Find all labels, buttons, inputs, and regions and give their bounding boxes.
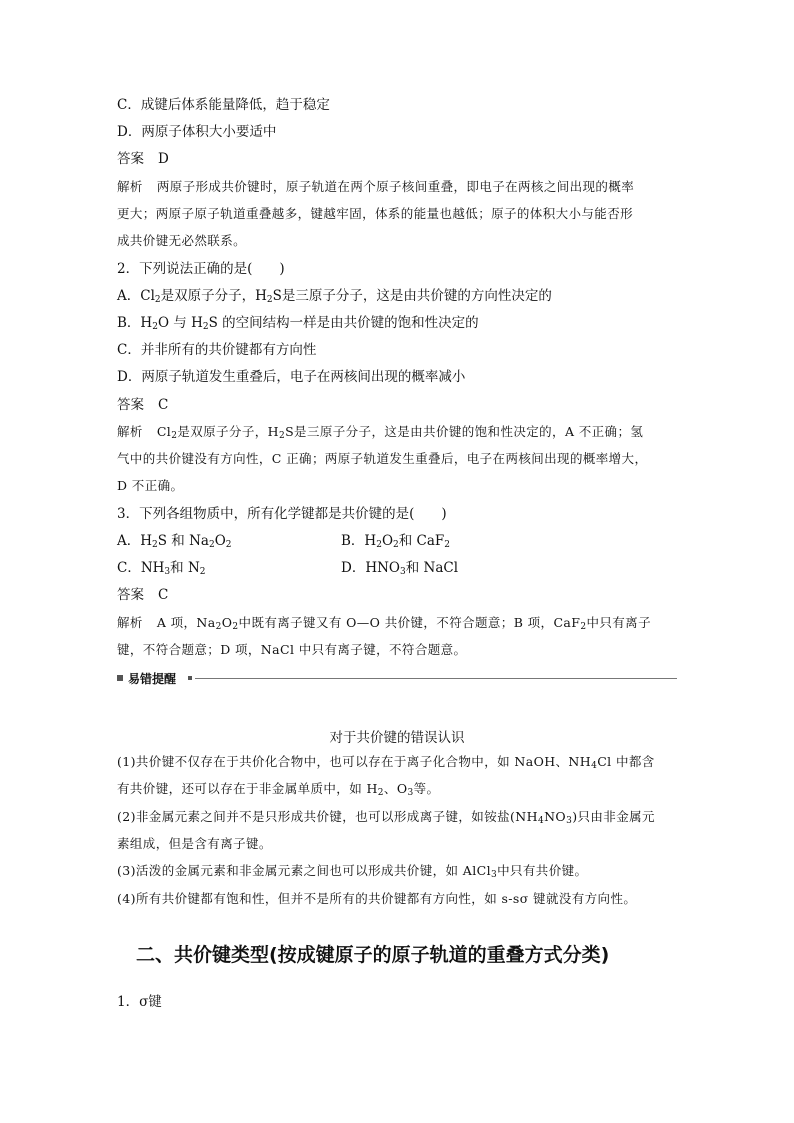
q1-option-c: C．成键后体系能量降低，趋于稳定 (117, 97, 330, 113)
q3-option-a: A．$H_2S$ 和 $Na_2O_2$ (117, 533, 232, 550)
q2-option-c: C．并非所有的共价键都有方向性 (117, 342, 317, 358)
q1-answer (117, 150, 169, 168)
answer-value: D (158, 151, 169, 167)
analysis-label: 解析 (117, 615, 143, 630)
q2-answer (117, 396, 168, 414)
tip-p4: (4)所有共价键都有饱和性，但并不是所有的共价键都有方向性，如 s-sσ 键就没有方向性。 (117, 891, 637, 906)
answer-label: 答案 (117, 151, 144, 167)
section-heading: 二、共价键类型(按成键原子的原子轨道的重叠方式分类) (136, 944, 610, 966)
q1-analysis-line-1 (117, 178, 634, 196)
q2-analysis-line-2: 气中的共价键没有方向性，C 正确；两原子轨道发生重叠后，电子在两核间出现的概率增大， (117, 451, 648, 466)
q2-option-a: A．$Cl_2$是双原子分子，$H_2S$是三原子分子，这是由共价键的方向性决定的 (117, 288, 552, 305)
analysis-text: 两原子形成共价键时，原子轨道在两个原子核间重叠，即电子在两核之间出现的概率 (156, 179, 635, 194)
divider (195, 678, 677, 679)
square-bullet-icon (117, 675, 123, 681)
tip-p2-line-2: 素组成，但是含有离子键。 (117, 836, 272, 851)
answer-label: 答案 (117, 587, 144, 603)
answer-value: C (158, 587, 169, 603)
section-item-1: 1．σ键 (117, 994, 162, 1010)
tip-p1-line-2: 有共价键，还可以存在于非金属单质中，如 $H_2$、$O_3$等。 (117, 781, 440, 798)
answer-label: 答案 (117, 397, 144, 413)
tip-banner (117, 670, 677, 688)
square-bullet-icon (188, 676, 192, 680)
q2-stem: 2．下列说法正确的是( ) (117, 261, 285, 277)
q3-analysis-line-2: 键，不符合题意；D 项，NaCl 中只有离子键，不符合题意。 (117, 642, 467, 657)
answer-value: C (158, 397, 169, 413)
q2-option-b: B．$H_2O$ 与 $H_2S$ 的空间结构一样是由共价键的饱和性决定的 (117, 315, 479, 332)
q1-option-d: D．两原子体积大小要适中 (117, 124, 277, 140)
q2-option-d: D．两原子轨道发生重叠后，电子在两核间出现的概率减小 (117, 369, 466, 385)
q2-analysis-line-1: 解析 $Cl_2$是双原子分子，$H_2S$是三原子分子，这是由共价键的饱和性决定的，A 不正确；氢 (117, 424, 644, 441)
q1-analysis-line-3: 成共价键无必然联系。 (117, 233, 247, 248)
tip-p1-line-1: (1)共价键不仅存在于共价化合物中，也可以存在于离子化合物中，如 NaOH、$NH_4Cl$ 中都含 (117, 754, 655, 771)
tip-banner-label: 易错提醒 (128, 672, 177, 686)
q2-analysis-line-3: D 不正确。 (117, 478, 184, 493)
q3-option-d: D．$HNO_3$和 NaCl (341, 560, 459, 577)
tip-p3: (3)活泼的金属元素和非金属元素之间也可以形成共价键，如 AlCl$_3$中只有共价键。 (117, 863, 588, 880)
tip-p2-line-1: (2)非金属元素之间并不是只形成共价键，也可以形成离子键，如铵盐$(NH_4NO_3)$只由非金属元 (117, 809, 655, 826)
analysis-label: 解析 (117, 179, 143, 194)
q3-option-b: B．$H_2O_2$和 CaF$_2$ (341, 533, 451, 550)
q3-analysis-line-1: 解析 A 项，$Na_2O_2$中既有离子键又有 O—O 共价键，不符合题意；B 项，CaF$_2$中只有离子 (117, 615, 651, 632)
q1-analysis-line-2: 更大；两原子原子轨道重叠越多，键越牢固，体系的能量也越低；原子的体积大小与能否形 (117, 206, 634, 221)
q3-answer (117, 586, 168, 604)
analysis-label: 解析 (117, 424, 143, 439)
q3-option-c: C．$NH_3$和 $N_2$ (117, 560, 206, 577)
q3-stem: 3．下列各组物质中，所有化学键都是共价键的是( ) (117, 506, 447, 522)
tip-title: 对于共价键的错误认识 (329, 730, 465, 746)
